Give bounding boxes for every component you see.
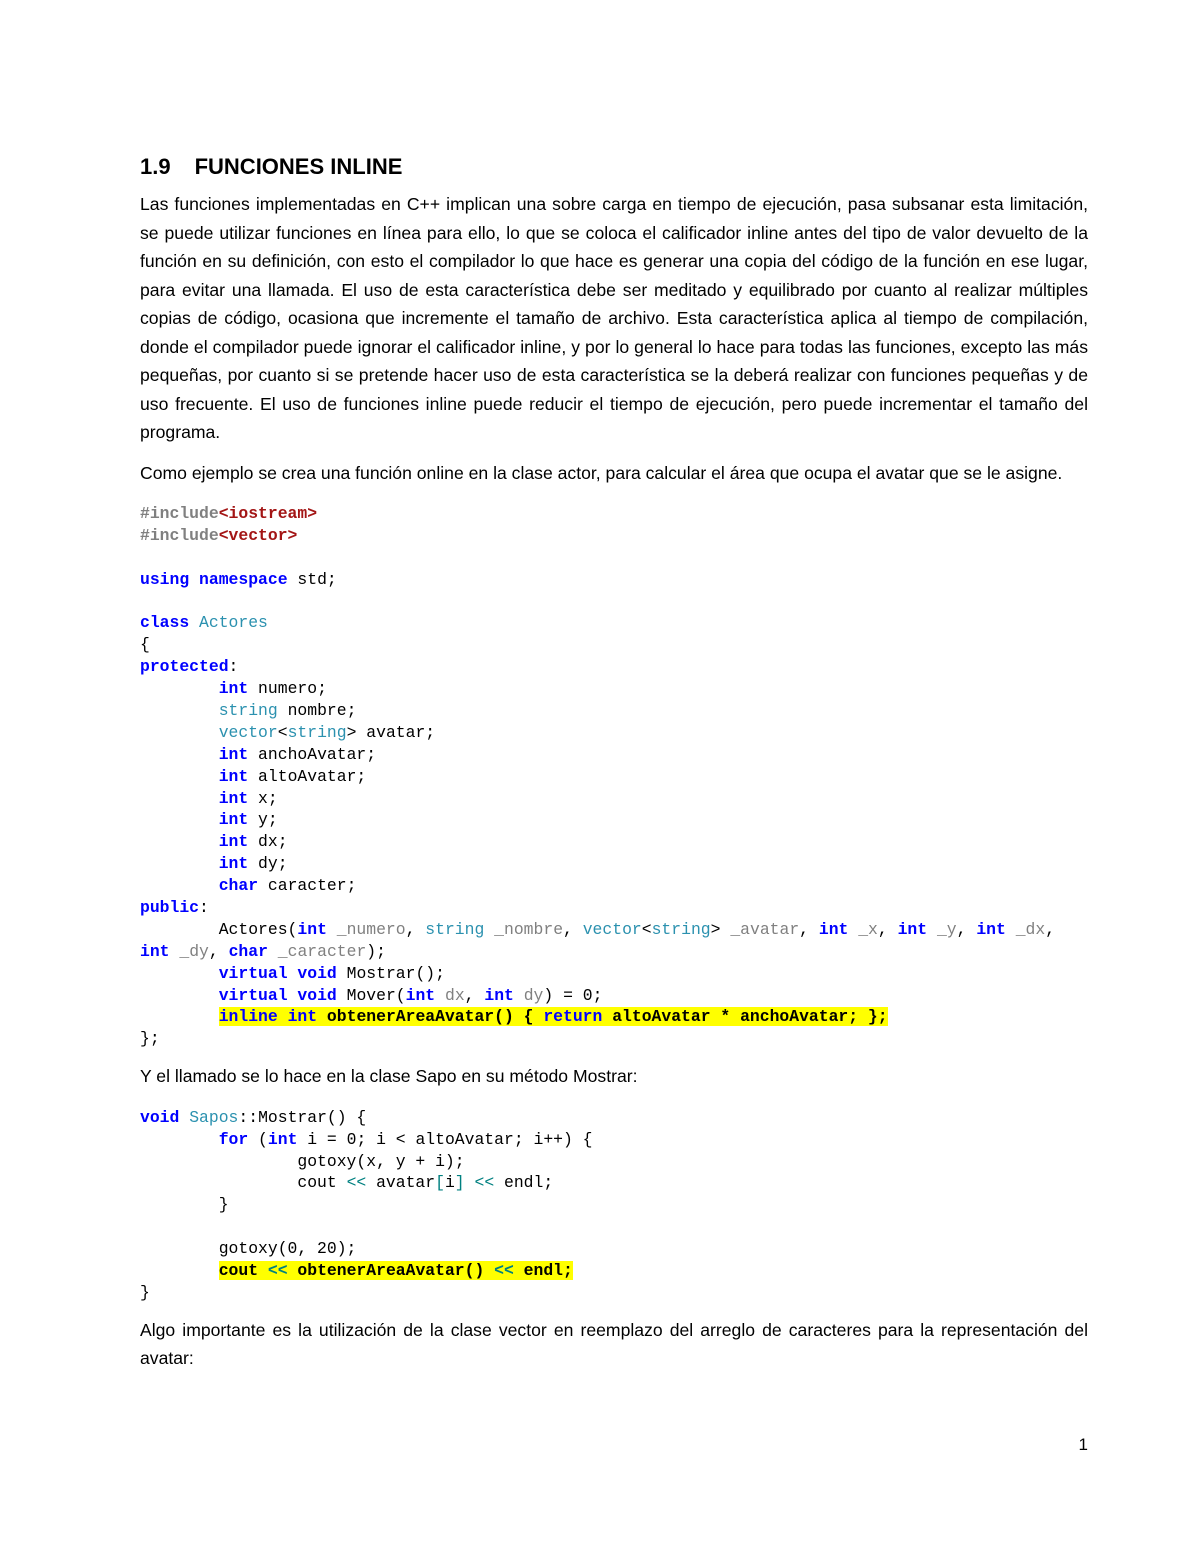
- document-page: [140, 148, 1088, 1373]
- code-line: [140, 525, 1088, 547]
- code-line: int numero;: [218, 679, 327, 699]
- code-line: string nombre;: [218, 701, 357, 721]
- code-line: [140, 547, 1088, 569]
- code-line: [140, 1216, 1088, 1238]
- code-line: gotoxy(x, y + i);: [140, 1151, 465, 1171]
- code-line: {: [140, 635, 150, 655]
- code-line: int y;: [218, 810, 278, 830]
- code-line: using namespace std;: [140, 569, 337, 589]
- code-line: protected:: [140, 657, 239, 677]
- code-line: int _dy, char _caracter);: [140, 941, 386, 961]
- code-line: gotoxy(0, 20);: [140, 1239, 357, 1259]
- intro-paragraph: Las funciones implementadas en C++ implican una sobre carga en tiempo de ejecución, pasa subsanar esta limitación, se puede utilizar funciones en línea para ello, lo que se coloca el calificador inline antes del tipo de valor devuelto de la función en su definición, con esto el compilador lo que hace es generar una copia del código de la función en ese lugar, para evitar una llamada. El uso de esta característica debe ser meditado y equilibrado por cuanto al realizar múltiples copias de código, ocasiona que incremente el tamaño de archivo. Esta característica aplica al tiempo de compilación, donde el compilador puede ignorar el calificador inline, y por lo general lo hace para todas las funciones, excepto las más pequeñas, por cuanto si se pretende hacer uso de esta característica se la deberá realizar con funciones pequeñas y de uso frecuente. El uso de funciones inline puede reducir el tiempo de ejecución, pero puede incrementar el tamaño del programa.: [140, 194, 1088, 442]
- code-line: int dx;: [218, 832, 288, 852]
- code-line: }: [140, 1282, 150, 1302]
- code-line: void Sapos::Mostrar() {: [140, 1107, 367, 1127]
- code-line: public:: [140, 898, 209, 918]
- section-number: 1.9: [140, 154, 171, 179]
- code-line: int altoAvatar;: [218, 766, 367, 786]
- closing-paragraph: Algo importante es la utilización de la clase vector en reemplazo del arreglo de caracteres para la representación del avatar:: [140, 1319, 1088, 1369]
- code-token: <iostream>: [218, 504, 318, 523]
- code-line: }: [140, 1195, 229, 1215]
- code-token: #include: [140, 525, 219, 545]
- code-line: class Actores: [140, 613, 268, 633]
- code-line: Actores(int _numero, string _nombre, vector<string> _avatar, int _x, int _y, int _dx,: [140, 919, 1056, 939]
- code-line: int anchoAvatar;: [218, 744, 377, 764]
- code-line: virtual void Mostrar();: [218, 963, 445, 983]
- code-line: int x;: [218, 788, 278, 808]
- class-code-block: [140, 503, 1088, 1050]
- code-line: [140, 1260, 1088, 1282]
- section-title: FUNCIONES INLINE: [194, 154, 403, 179]
- example-paragraph: Como ejemplo se crea una función online en la clase actor, para calcular el área que ocupa el avatar que se le asigne.: [140, 462, 1063, 483]
- method-code-block: [140, 1107, 1088, 1304]
- code-line: [140, 503, 1088, 525]
- section-heading: [140, 148, 1088, 186]
- code-token: #include: [140, 504, 219, 523]
- code-line: for (int i = 0; i < altoAvatar; i++) {: [218, 1129, 593, 1149]
- code-line: [140, 1006, 1088, 1028]
- call-intro-paragraph: Y el llamado se lo hace en la clase Sapo en su método Mostrar:: [140, 1066, 638, 1087]
- code-line: cout << avatar[i] << endl;: [140, 1173, 554, 1193]
- code-token: <vector>: [218, 525, 298, 545]
- code-line: virtual void Mover(int dx, int dy) = 0;: [218, 985, 603, 1005]
- code-line: char caracter;: [218, 876, 357, 896]
- highlighted-code: inline int obtenerAreaAvatar() { return altoAvatar * anchoAvatar; };: [218, 1007, 888, 1027]
- code-line: [140, 591, 1088, 613]
- code-line: int dy;: [218, 854, 288, 874]
- highlighted-code: cout << obtenerAreaAvatar() << endl;: [218, 1261, 573, 1280]
- page-number: 1: [1078, 1435, 1088, 1454]
- code-line: vector<string> avatar;: [218, 722, 436, 742]
- code-line: };: [140, 1029, 160, 1049]
